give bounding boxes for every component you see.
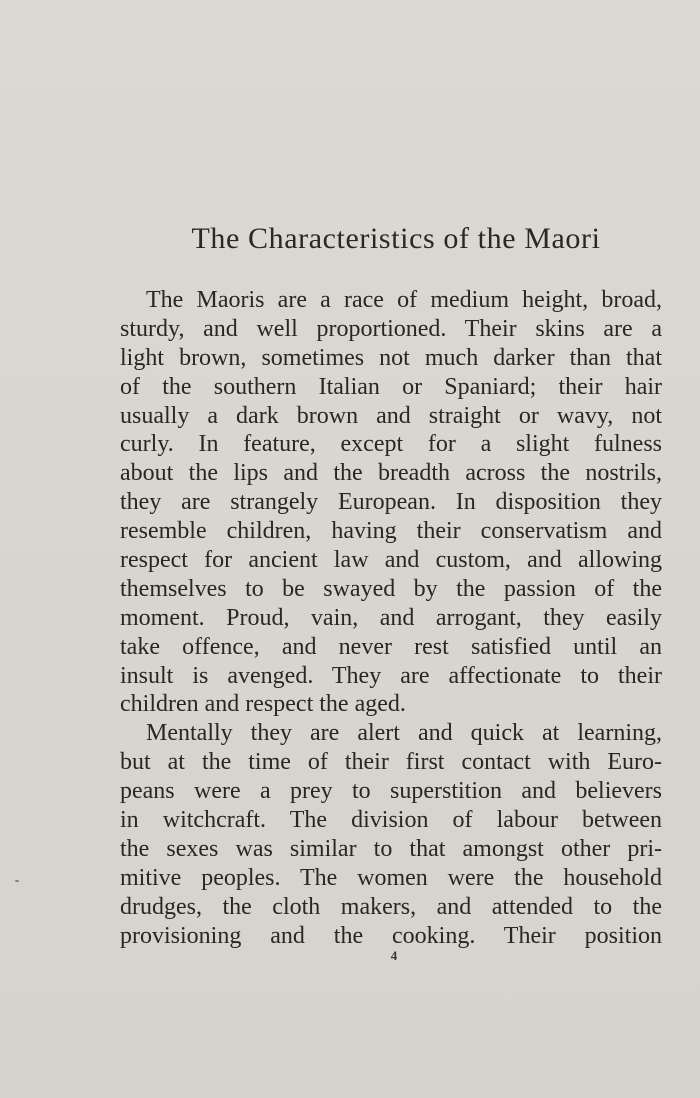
paper-speck bbox=[15, 880, 19, 882]
text-line: peans were a prey to superstition and believers bbox=[120, 778, 662, 805]
text-line: insult is avenged. They are affectionate to their bbox=[120, 662, 662, 689]
paragraph-1 bbox=[120, 286, 662, 719]
text-line: take offence, and never rest satisfied until an bbox=[120, 633, 662, 660]
text-line: light brown, sometimes not much darker than that bbox=[120, 344, 662, 371]
text-line: Mentally they are alert and quick at learning, bbox=[146, 720, 662, 747]
text-line: they are strangely European. In disposition they bbox=[120, 489, 662, 516]
text-line: respect for ancient law and custom, and allowing bbox=[120, 547, 662, 574]
text-line: of the southern Italian or Spaniard; their hair bbox=[120, 373, 662, 400]
text-line: The Maoris are a race of medium height, broad, bbox=[146, 287, 662, 313]
body-text bbox=[120, 286, 662, 950]
text-line: the sexes was similar to that amongst other pri- bbox=[120, 835, 662, 862]
text-line: provisioning and the cooking. Their position bbox=[120, 922, 662, 949]
text-line: in witchcraft. The division of labour between bbox=[120, 807, 662, 834]
page-number: 4 bbox=[390, 948, 398, 963]
text-line: but at the time of their first contact with Euro- bbox=[120, 749, 662, 776]
text-line: themselves to be swayed by the passion of the bbox=[120, 575, 662, 602]
text-line: about the lips and the breadth across the nostrils, bbox=[120, 460, 662, 487]
text-line: moment. Proud, vain, and arrogant, they easily bbox=[120, 604, 662, 631]
text-line: children and respect the aged. bbox=[120, 691, 406, 718]
text-line: drudges, the cloth makers, and attended to the bbox=[120, 893, 662, 920]
text-line: curly. In feature, except for a slight fulness bbox=[120, 431, 662, 458]
text-line: resemble children, having their conservatism and bbox=[120, 518, 662, 545]
text-line: mitive peoples. The women were the household bbox=[120, 864, 662, 891]
text-line: usually a dark brown and straight or wavy, not bbox=[120, 402, 662, 429]
chapter-title: The Characteristics of the Maori bbox=[191, 222, 601, 255]
paragraph-2 bbox=[120, 719, 662, 950]
text-line: sturdy, and well proportioned. Their skins are a bbox=[120, 315, 662, 342]
